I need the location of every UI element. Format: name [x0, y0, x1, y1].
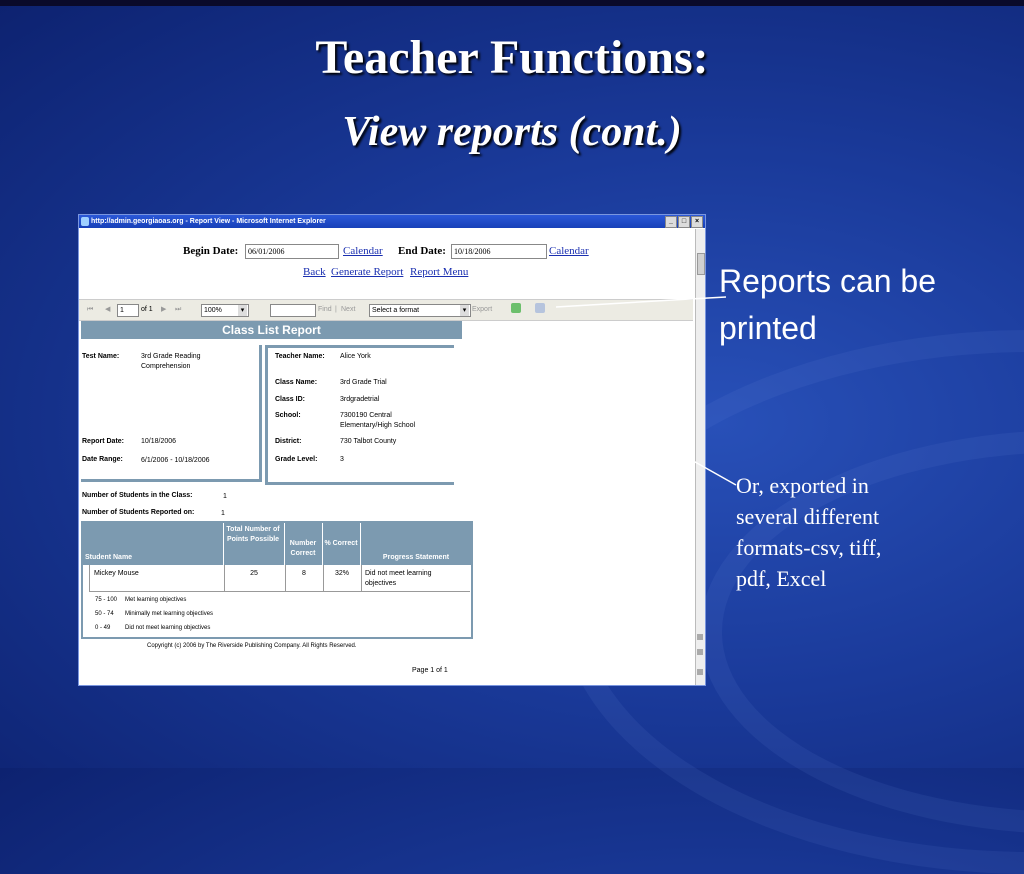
maximize-button[interactable]: □: [678, 216, 690, 228]
next-link[interactable]: Next: [341, 306, 356, 313]
class-name-value: 3rd Grade Trial: [340, 379, 387, 386]
num-students-label: Number of Students in the Class:: [82, 492, 193, 499]
end-date-label: End Date:: [398, 245, 446, 257]
print-callout-text: Reports can be printed: [719, 263, 937, 346]
begin-calendar-link[interactable]: Calendar: [343, 245, 383, 257]
date-range-value: 6/1/2006 - 10/18/2006: [141, 457, 210, 464]
teacher-name-value: Alice York: [340, 353, 371, 360]
grade-level-value: 3: [340, 456, 344, 463]
percent-correct-cell: 32%: [334, 570, 349, 577]
district-label: District:: [275, 438, 302, 445]
begin-date-label: Begin Date:: [183, 245, 239, 257]
num-students-value: 1: [223, 493, 227, 500]
class-id-value: 3rdgradetrial: [340, 396, 380, 403]
prev-page-button[interactable]: ◀: [105, 306, 111, 313]
num-reported-label: Number of Students Reported on:: [82, 509, 195, 516]
teacher-name-label: Teacher Name:: [275, 353, 325, 360]
district-value: 730 Talbot County: [340, 438, 397, 445]
zoom-value: 100%: [204, 307, 222, 314]
copyright-text: Copyright (c) 2006 by The Riverside Publishing Company. All Rights Reserved.: [147, 643, 357, 649]
first-page-button[interactable]: ⏮: [87, 306, 94, 313]
col-number-correct: Number Correct: [289, 540, 317, 557]
print-callout-line: [556, 297, 726, 307]
begin-date-input[interactable]: 06/01/2006: [245, 244, 339, 259]
legend-range: 75 - 100: [95, 597, 118, 603]
page-count: of 1: [141, 306, 153, 313]
class-id-label: Class ID:: [275, 396, 305, 403]
school-value: 7300190 Central Elementary/High School: [340, 412, 416, 429]
last-page-button[interactable]: ⏭: [175, 306, 182, 313]
legend-text: Minimally met learning objectives: [125, 611, 214, 617]
end-date-input[interactable]: 10/18/2006: [451, 244, 547, 259]
num-reported-value: 1: [221, 510, 225, 517]
progress-statement-cell: Did not meet learning objectives: [365, 570, 432, 587]
page-number-input[interactable]: 1: [117, 304, 139, 317]
end-calendar-link[interactable]: Calendar: [549, 245, 589, 257]
class-name-label: Class Name:: [275, 379, 318, 386]
minimize-button[interactable]: _: [665, 216, 677, 228]
total-points-cell: 25: [250, 570, 258, 577]
legend-range: 50 - 74: [95, 611, 114, 617]
back-link[interactable]: Back: [303, 266, 326, 278]
slide-title: Teacher Functions:: [315, 31, 709, 84]
generate-report-link[interactable]: Generate Report: [331, 266, 404, 278]
col-student-name: Student Name: [85, 554, 133, 561]
legend-text: Met learning objectives: [125, 597, 187, 603]
toolbar-separator: |: [335, 306, 337, 313]
legend-range: 0 - 49: [95, 625, 111, 631]
report-date-value: 10/18/2006: [141, 438, 177, 445]
col-total-points: Total Number of Points Possible: [226, 526, 280, 543]
number-correct-cell: 8: [302, 570, 306, 577]
test-name-label: Test Name:: [82, 353, 120, 360]
chevron-down-icon: ▾: [460, 305, 469, 316]
export-callout-text: Or, exported in several different formats-csv, tiff, pdf, Excel: [736, 473, 882, 591]
find-link[interactable]: Find: [318, 306, 332, 313]
col-progress-statement: Progress Statement: [382, 554, 450, 561]
page-footer: Page 1 of 1: [412, 667, 448, 674]
school-label: School:: [275, 412, 301, 419]
format-select-value: Select a format: [372, 307, 420, 314]
test-name-value: 3rd Grade Reading Comprehension: [141, 353, 201, 370]
report-menu-link[interactable]: Report Menu: [410, 266, 469, 278]
date-range-label: Date Range:: [82, 456, 123, 463]
export-link[interactable]: Export: [472, 306, 493, 313]
window-title: http://admin.georgiaoas.org - Report View - Microsoft Internet Explorer: [91, 218, 326, 225]
chevron-down-icon: ▾: [238, 305, 247, 316]
export-callout-line: [688, 458, 736, 485]
grade-level-label: Grade Level:: [275, 456, 318, 463]
slide-subtitle: View reports (cont.): [342, 109, 682, 155]
col-percent-correct: % Correct: [324, 540, 358, 547]
report-title: Class List Report: [81, 321, 462, 339]
next-page-button[interactable]: ▶: [161, 306, 167, 313]
legend-text: Did not meet learning objectives: [125, 625, 211, 631]
close-button[interactable]: ×: [691, 216, 703, 228]
student-name-cell: Mickey Mouse: [94, 570, 139, 577]
report-date-label: Report Date:: [82, 438, 125, 445]
